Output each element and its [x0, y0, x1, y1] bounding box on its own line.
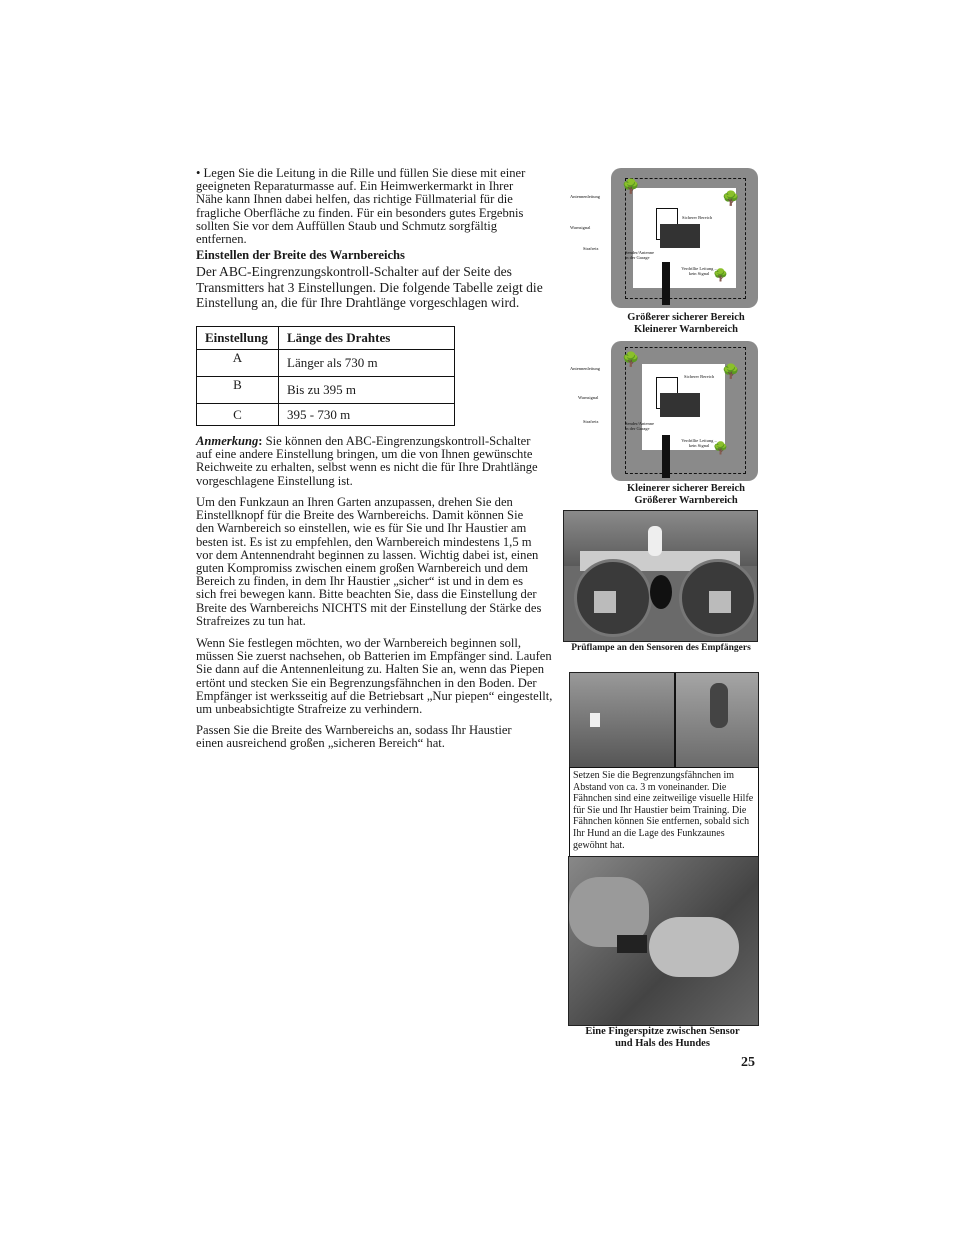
note-colon: : [258, 434, 263, 448]
paragraph-safe-area: Passen Sie die Breite des Warnbereichs an, sodass Ihr Haustier einen ausreichend großen „sicheren Bereich“ hat. [196, 723, 512, 751]
figure-caption-line: Größerer sicherer Bereich [627, 312, 745, 323]
label-transmitter: Sender/Antenne in der Garage [625, 421, 654, 431]
note-paragraph [196, 435, 542, 488]
person-figure [710, 683, 728, 728]
table-cell-setting: B [197, 377, 279, 404]
table-header-row [197, 327, 455, 350]
figure-caption-1 [600, 312, 772, 335]
tree-icon: 🌳 [713, 441, 728, 455]
label-warning: Warnsignal [570, 225, 591, 230]
table-header-setting: Einstellung [197, 327, 279, 350]
house-icon [660, 393, 700, 417]
paragraph-fit-garden: Um den Funkzaun an Ihren Garten anzupassen, drehen Sie den Einstellknopf für die Breite des Warnbereichs. Damit können Sie den Warnbereich so einstellen, wie es für Sie und Ihr Haustier am besten ist. Es ist zu empfehlen, den Warnbereich mindestens 1,5 m vor dem Antennendraht beginnen zu lassen. Wichtig dabei ist, einen guten Kompromiss zwischen einem großen Warnbereich und dem Bereich zu finden, in dem Ihr Haustier „sicher“ ist und in dem es sich frei bewegen kann. Bitte beachten Sie, dass die Einstellung der Breite des Warnbereichs NICHTS mit der Einstellung der Stärke des Strafreizes zu tun hat. [196, 495, 542, 628]
table-row [197, 350, 455, 377]
label-correction: Strafreiz [583, 419, 599, 424]
fence-diagram-small-safe [565, 339, 760, 484]
sensor-nut [594, 591, 616, 613]
table-row [197, 404, 455, 426]
label-antenna: Antennenleitung [570, 366, 600, 371]
tree-icon: 🌳 [722, 192, 740, 207]
table-header-length: Länge des Drahtes [279, 327, 455, 350]
label-correction: Strafreiz [583, 246, 599, 251]
sensor-nut [709, 591, 731, 613]
table-cell-setting: C [197, 404, 279, 426]
photo-fingertip [568, 856, 759, 1026]
photo-flags [569, 672, 759, 769]
flag-icon [590, 713, 600, 727]
table-cell-length: Bis zu 395 m [279, 377, 455, 404]
figure-caption-line: und Hals des Hundes [615, 1037, 710, 1049]
note-label: Anmerkung [196, 434, 259, 448]
label-twisted: Verdrillte Leitung – kein Signal [681, 266, 717, 276]
label-safe: Sicherer Bereich [682, 215, 713, 220]
label-warning: Warnsignal [578, 395, 599, 400]
hand-shape [649, 917, 739, 977]
settings-table [196, 326, 455, 426]
tree-icon: 🌳 [622, 180, 640, 195]
page-number: 25 [741, 1055, 755, 1070]
figure-caption-line: Größerer Warnbereich [634, 494, 738, 506]
table-row [197, 377, 455, 404]
figure-caption-2 [600, 483, 772, 506]
photo-caption-1: Prüflampe an den Sensoren des Empfängers [571, 643, 751, 653]
table-cell-setting: A [197, 350, 279, 377]
figure-caption-line: Kleinerer sicherer Bereich [627, 483, 745, 494]
tree-icon: 🌳 [622, 353, 640, 368]
figure-caption-line: Eine Fingerspitze zwischen Sensor [585, 1026, 740, 1037]
label-transmitter: Sender/Antenne in der Garage [625, 250, 654, 260]
table-cell-length: 395 - 730 m [279, 404, 455, 426]
tree-icon: 🌳 [713, 268, 728, 282]
receiver-button [650, 575, 672, 609]
fence-diagram-large-safe [565, 166, 760, 311]
tree-icon: 🌳 [722, 365, 740, 380]
twisted-wire [662, 262, 670, 305]
photo-left-legs [570, 673, 674, 768]
bullet-paragraph: • Legen Sie die Leitung in die Rille und füllen Sie diese mit einer geeigneten Reparaturmasse auf. Ein Heimwerkermarkt in Ihrer Nähe kann Ihnen dabei helfen, das richtige Füllmaterial für die fragliche Oberfläche zu finden. Für ein besonders gutes Ergebnis sollten Sie vor dem Auffüllen Staub und Schmutz sorgfältig entfernen. [196, 166, 526, 247]
label-twisted: Verdrillte Leitung – kein Signal [681, 438, 717, 448]
paragraph-warning-start: Wenn Sie festlegen möchten, wo der Warnbereich beginnen soll, müssen Sie zuerst nachsehen, ob Batterien im Empfänger sind. Laufen Sie dann auf die Antennenleitung zu. Halten Sie an, wenn das Piepen ertönt und stecken Sie ein Begrenzungsfähnchen in den Boden. Der Empfänger ist werksseitig auf die Betriebsart „Nur piepen“ eingestellt, um unbeabsichtigte Strafreize zu verhindern. [196, 636, 553, 717]
figure-caption-line: Kleinerer Warnbereich [634, 323, 738, 335]
photo-caption-3 [568, 1026, 757, 1049]
intro-paragraph: Der ABC-Eingrenzungskontroll-Schalter auf der Seite des Transmitters hat 3 Einstellungen. Die folgende Tabelle zeigt die Einstellung an, die für Ihre Drahtlänge vorgeschlagen wird. [196, 264, 543, 310]
flags-info-box: Setzen Sie die Begrenzungsfähnchen im Abstand von ca. 3 m voneinander. Die Fähnchen sind eine zeitweilige visuelle Hilfe für Sie und Ihr Haustier beim Training. Die Fähnchen können Sie entfernen, sobald sich Ihr Hund an die Lage des Funkzaunes gewöhnt hat. [569, 767, 759, 861]
house-icon [660, 224, 700, 248]
twisted-wire [662, 435, 670, 478]
bulb-icon [648, 526, 662, 556]
section-heading: Einstellen der Breite des Warnbereichs [196, 248, 405, 262]
table-cell-length: Länger als 730 m [279, 350, 455, 377]
photo-test-light [563, 510, 758, 642]
collar-receiver [617, 935, 647, 953]
note-text: Sie können den ABC-Eingrenzungskontroll-Schalter auf eine andere Einstellung bringen, um die von Ihnen gewünschte Reichweite zu erhalten, selbst wenn es nicht die für Ihre Drahtlänge vorgeschlagene Einstellung ist. [196, 434, 538, 488]
label-antenna: Antennenleitung [570, 194, 600, 199]
label-safe: Sicherer Bereich [684, 374, 715, 379]
